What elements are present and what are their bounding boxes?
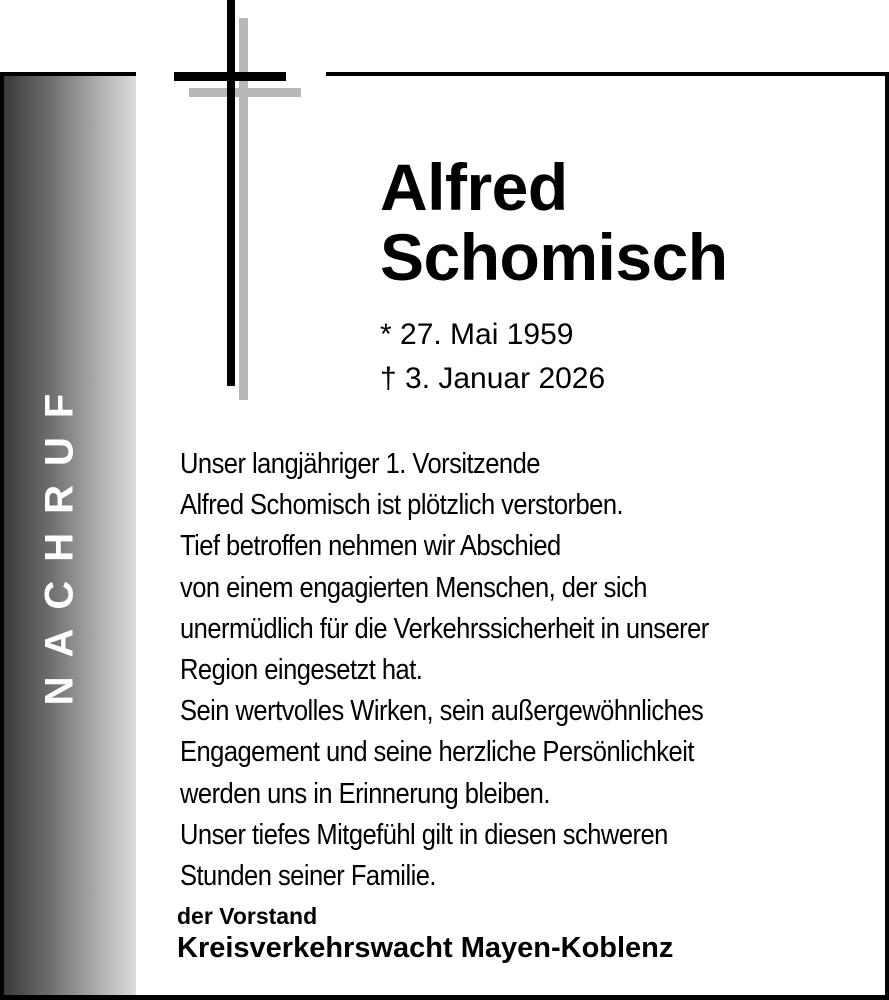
cross-shadow-horizontal [189, 88, 301, 97]
message-line: von einem engagierten Menschen, der sich [180, 571, 647, 604]
side-label: NACHRUF [37, 374, 82, 706]
first-name: Alfred [380, 150, 568, 224]
message-line: Sein wertvolles Wirken, sein außergewöhnliches [180, 695, 704, 728]
deceased-name [380, 152, 728, 292]
message-line: werden uns in Erinnerung bleiben. [180, 777, 550, 810]
message-line: Engagement und seine herzliche Persönlichkeit [180, 736, 694, 769]
signature-organization: Kreisverkehrswacht Mayen-Koblenz [177, 932, 674, 964]
frame-bottom [0, 995, 889, 1000]
cross-icon [170, 0, 310, 410]
message-line: Tief betroffen nehmen wir Abschied [180, 530, 561, 563]
cross-horizontal [174, 72, 286, 81]
message-line: Region eingesetzt hat. [180, 654, 423, 687]
message-line: Unser langjähriger 1. Vorsitzende [180, 448, 540, 480]
life-dates [380, 313, 605, 401]
last-name: Schomisch [380, 220, 728, 294]
signature-role: der Vorstand [177, 903, 318, 929]
message-line: Alfred Schomisch ist plötzlich verstorben. [180, 489, 624, 522]
message-line: Stunden seiner Familie. [180, 860, 436, 893]
birth-date: * 27. Mai 1959 [380, 318, 574, 351]
message-text [180, 444, 787, 897]
message-line: unermüdlich für die Verkehrssicherheit in unserer [180, 612, 709, 645]
frame-right [885, 72, 889, 1000]
cross-vertical [227, 0, 235, 386]
message-line: Unser tiefes Mitgefühl gilt in diesen schweren [180, 818, 668, 851]
death-date: † 3. Januar 2026 [380, 362, 606, 395]
frame-top-right [326, 72, 889, 76]
